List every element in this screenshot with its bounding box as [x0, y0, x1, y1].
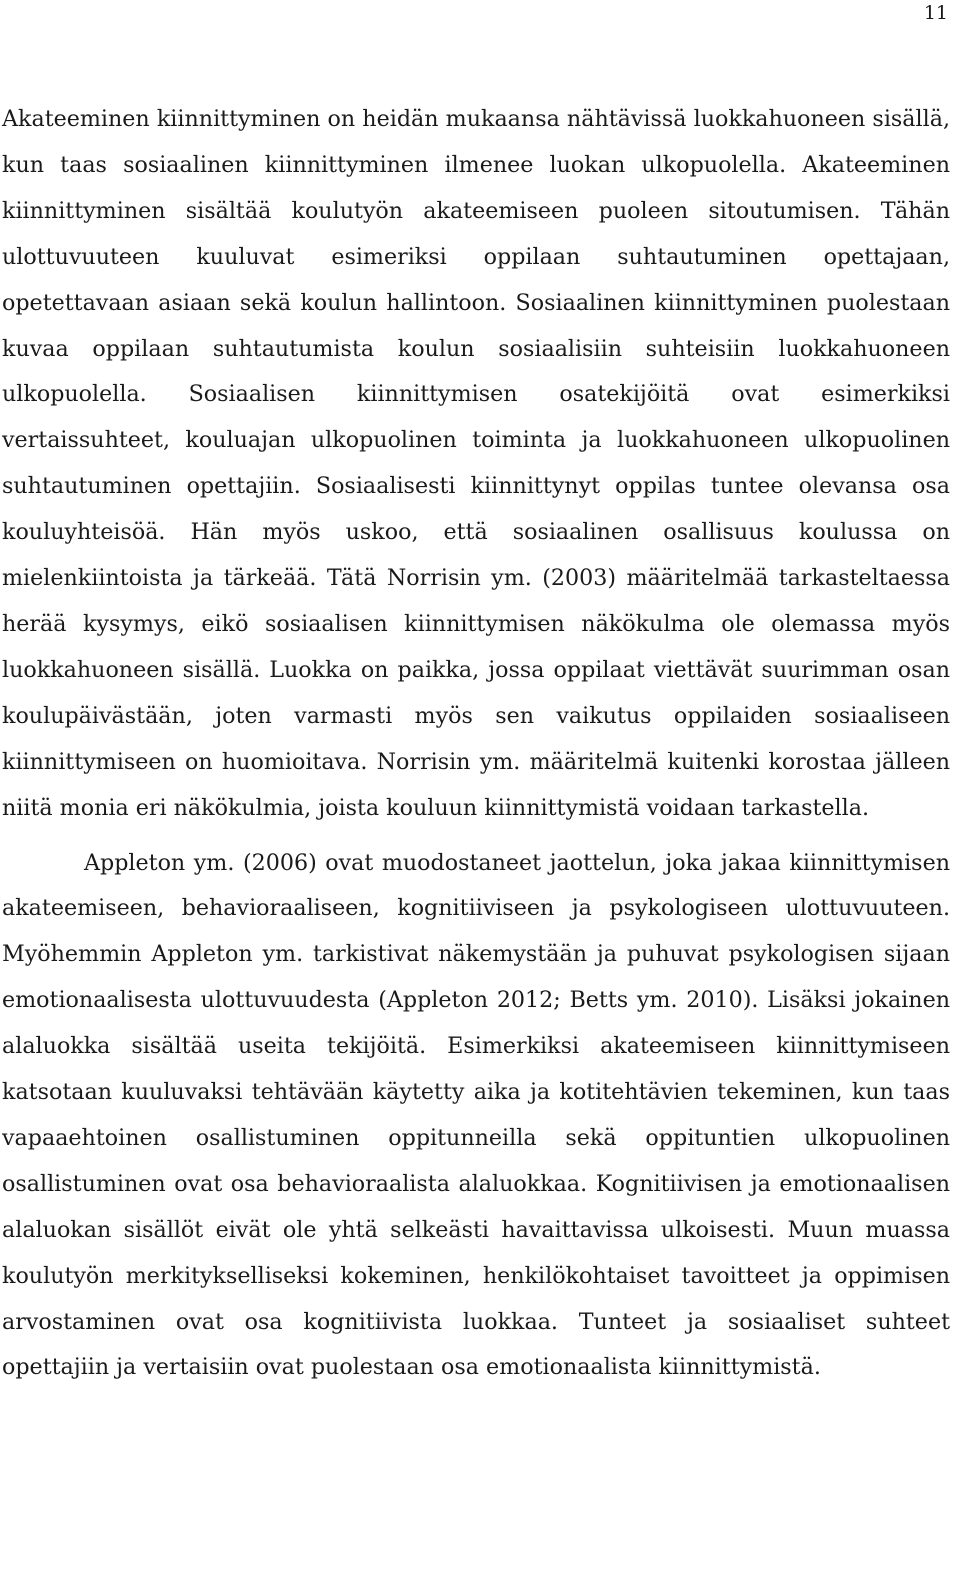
paragraph-1: Akateeminen kiinnittyminen on heidän mukaansa nähtävissä luokkahuoneen sisällä, kun taas sosiaalinen kiinnittyminen ilmenee luokan ulkopuolella. Akateeminen kiinnittyminen sisältää koulutyön akateemiseen puoleen sitoutumisen. Tähän ulottuvuuteen kuuluvat esimeriksi oppilaan suhtautuminen opettajaan, opetettavaan asiaan sekä koulun hallintoon. Sosiaalinen kiinnittyminen puolestaan kuvaa oppilaan suhtautumista koulun sosiaalisiin suhteisiin luokkahuoneen ulkopuolella. Sosiaalisen kiinnittymisen osatekijöitä ovat esimerkiksi vertaissuhteet, kouluajan ulkopuolinen toiminta ja luokkahuoneen ulkopuolinen suhtautuminen opettajiin. Sosiaalisesti kiinnittynyt oppilas tuntee olevansa osa kouluyhteisöä. Hän myös uskoo, että sosiaalinen osallisuus koulussa on mielenkiintoista ja tärkeää. Tätä Norrisin ym. (2003) määritelmää tarkasteltaessa herää kysymys, eikö sosiaalisen kiinnittymisen näkökulma ole olemassa myös luokkahuoneen sisällä. Luokka on paikka, jossa oppilaat viettävät suurimman osan koulupäivästään, joten varmasti myös sen vaikutus oppilaiden sosiaaliseen kiinnittymiseen on huomioitava. Norrisin ym. määritelmä kuitenki korostaa jälleen niitä monia eri näkökulmia, joista kouluun kiinnittymistä voidaan tarkastella. — [2, 106, 950, 821]
body-text — [2, 97, 950, 1391]
paragraph-2: Appleton ym. (2006) ovat muodostaneet jaottelun, joka jakaa kiinnittymisen akateemiseen, behavioraaliseen, kognitiiviseen ja psykologiseen ulottuvuuteen. Myöhemmin Appleton ym. tarkistivat näkemystään ja puhuvat psykologisen sijaan emotionaalisesta ulottuvuudesta (Appleton 2012; Betts ym. 2010). Lisäksi jokainen alaluokka sisältää useita tekijöitä. Esimerkiksi akateemiseen kiinnittymiseen katsotaan kuuluvaksi tehtävään käytetty aika ja kotitehtävien tekeminen, kun taas vapaaehtoinen osallistuminen oppitunneilla sekä oppituntien ulkopuolinen osallistuminen ovat osa behavioraalista alaluokkaa. Kognitiivisen ja emotionaalisen alaluokan sisällöt eivät ole yhtä selkeästi havaittavissa ulkoisesti. Muun muassa koulutyön merkitykselliseksi kokeminen, henkilökohtaiset tavoitteet ja oppimisen arvostaminen ovat osa kognitiivista luokkaa. Tunteet ja sosiaaliset suhteet opettajiin ja vertaisiin ovat puolestaan osa emotionaalista kiinnittymistä. — [2, 849, 950, 1381]
page-number: 11 — [923, 2, 948, 24]
